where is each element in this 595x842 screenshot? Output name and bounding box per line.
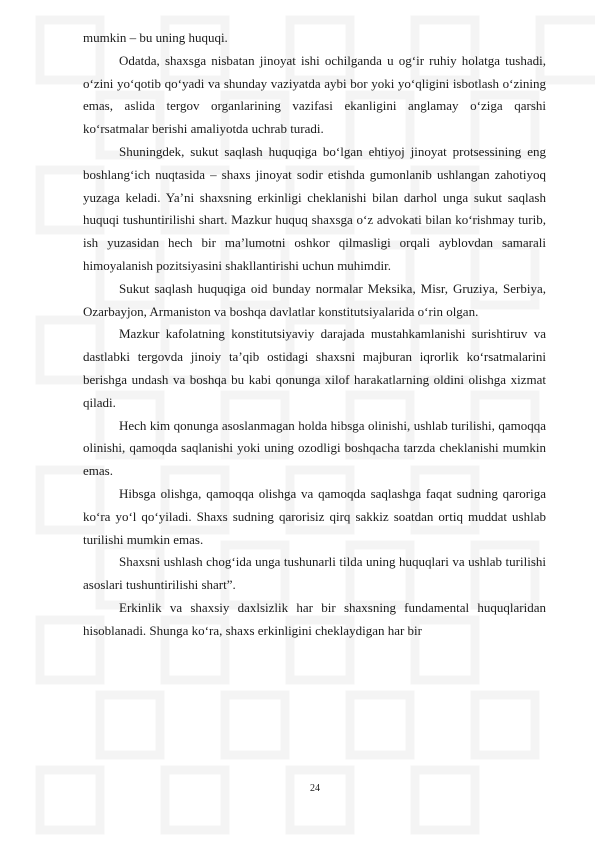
paragraph-4: Sukut saqlash huquqiga oid bunday normalar Meksika, Misr, Gruziya, Serbiya, Ozarbayjon, Armaniston va boshqa davlatlar konstitutsiyalarida o‘rin olgan. [83, 280, 546, 319]
document-body [83, 27, 546, 643]
page-number: 24 [310, 783, 320, 794]
paragraph-8: Shaxsni ushlash chog‘ida unga tushunarli tilda uning huquqlari va ushlab turilishi asoslari tushuntirilishi shart”. [83, 554, 546, 593]
paragraph-7: Hibsga olishga, qamoqqa olishga va qamoqda saqlashga faqat sudning qaroriga ko‘ra yo‘l qo‘yiladi. Shaxs sudning qarorisiz qirq sakkiz soatdan ortiq muddat ushlab turilishi mumkin emas. [83, 485, 546, 547]
paragraph-1: mumkin – bu uning huquqi. [83, 30, 228, 45]
paragraph-5: Mazkur kafolatning konstitutsiyaviy darajada mustahkamlanishi surishtiruv va dastlabki tergovda jinoiy ta’qib ostidagi shaxsni majburan iqrorlik ko‘rsatmalarini berishga undash va boshqa bu kabi qonunga xilof harakatlarning oldini olishga xizmat qiladi. [83, 326, 546, 410]
paragraph-9: Erkinlik va shaxsiy daxlsizlik har bir shaxsning fundamental huquqlaridan hisoblanadi. Shunga ko‘ra, shaxs erkinligini cheklaydigan har bir [83, 599, 546, 638]
paragraph-3: Shuningdek, sukut saqlash huquqiga bo‘lgan ehtiyoj jinoyat protsessining eng boshlang‘ich nuqtasida – shaxs jinoyat sodir etishda gumonlanib ushlangan zahotiyoq yuzaga keladi. Ya’ni shaxsning erkinligi cheklanishi bilan darhol unga sukut saqlash huquqi tushuntirilishi shart. Mazkur huquq shaxsga o‘z advokati bilan ko‘rishmay turib, ish yuzasidan hech bir ma’lumotni oshkor qilmasligi orqali ayblovdan samarali himoyalanish pozitsiyasini shakllantirishi uchun muhimdir. [83, 143, 546, 273]
paragraph-6: Hech kim qonunga asoslanmagan holda hibsga olinishi, ushlab turilishi, qamoqqa olinishi, qamoqda saqlanishi yoki uning ozodligi boshqacha tarzda cheklanishi mumkin emas. [83, 417, 546, 479]
paragraph-2: Odatda, shaxsga nisbatan jinoyat ishi ochilganda u og‘ir ruhiy holatga tushadi, o‘zini yo‘qotib qo‘yadi va shunday vaziyatda aybi bor yoki yo‘qligini isbotlash o‘zining emas, aslida tergov organlarining vazifasi ekanligini anglamay o‘ziga qarshi ko‘rsatmalar berishi amaliyotda uchrab turadi. [83, 52, 546, 137]
